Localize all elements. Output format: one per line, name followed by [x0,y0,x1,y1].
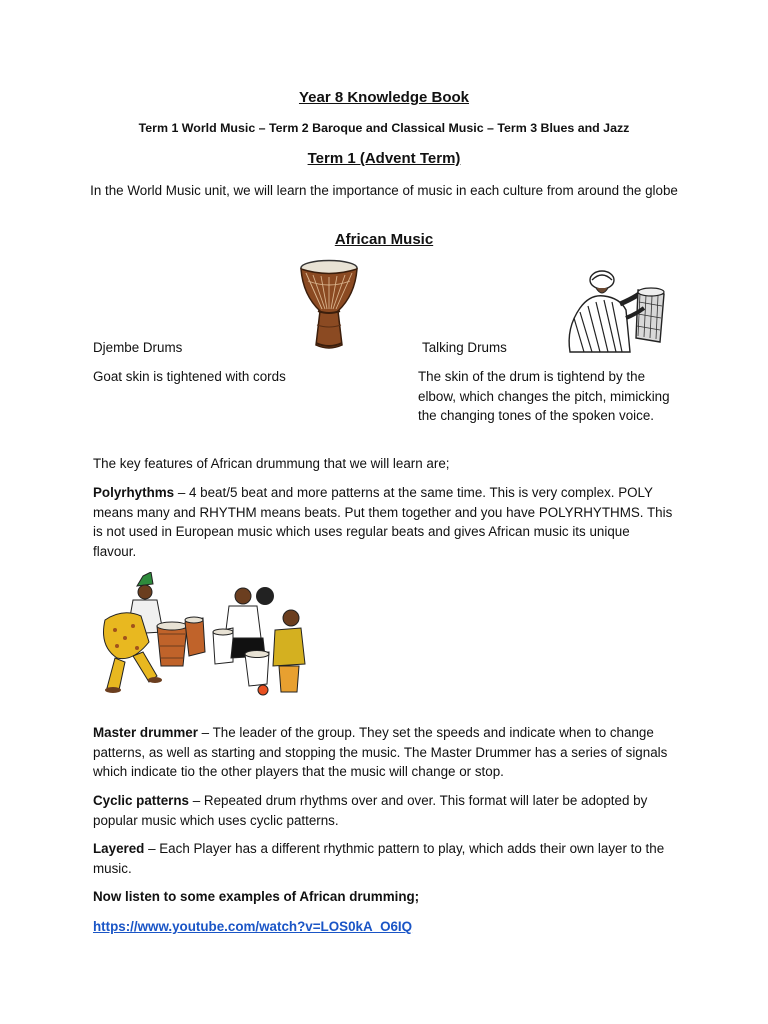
drumming-group-image [93,572,308,702]
talking-drum-description: The skin of the drum is tightend by the elbow, which changes the pitch, mimicking the changing tones of the spoken voice. [418,369,670,423]
youtube-link[interactable]: https://www.youtube.com/watch?v=LOS0kA_O6IQ [93,919,413,934]
feature-master-drummer [93,723,673,782]
feature-cyclic-patterns [93,791,673,830]
feature-text: – 4 beat/5 beat and more patterns at the same time. This is very complex. POLY means many and RHYTHM means beats. Put them together and you have POLYRHYTHMS. This is not used in European music which uses regular beats and gives African music its unique flavour. [93,485,673,559]
feature-polyrhythms [93,483,673,561]
intro-paragraph: In the World Music unit, we will learn the importance of music in each culture from around the globe [90,183,678,198]
page-title: Year 8 Knowledge Book [298,89,470,106]
feature-term: Layered [93,841,145,856]
talking-drum-label: Talking Drums [422,340,507,355]
feature-term: Polyrhythms [93,485,175,500]
feature-term: Cyclic patterns [93,793,190,808]
features-intro: The key features of African drummung that we will learn are; [93,456,450,471]
section-heading: African Music [334,231,434,248]
feature-layered [93,839,673,878]
feature-term: Master drummer [93,725,198,740]
terms-overview: Term 1 World Music – Term 2 Baroque and Classical Music – Term 3 Blues and Jazz [138,121,630,135]
term-heading: Term 1 (Advent Term) [307,150,461,167]
djembe-description: Goat skin is tightened with cords [93,369,286,384]
feature-text: – Each Player has a different rhythmic pattern to play, which adds their own layer to the music. [93,841,665,876]
feature-text: – Repeated drum rhythms over and over. This format will later be adopted by popular music which uses cyclic patterns. [93,793,648,828]
talking-drum-player-image [560,268,675,354]
feature-text: – The leader of the group. They set the speeds and indicate when to change patterns, as well as starting and stopping the music. The Master Drummer has a series of signals which indicate tio the other players that the music will change or stop. [93,725,668,779]
djembe-label: Djembe Drums [93,340,183,355]
djembe-drum-image [298,259,360,352]
listen-prompt: Now listen to some examples of African drumming; [93,889,420,904]
